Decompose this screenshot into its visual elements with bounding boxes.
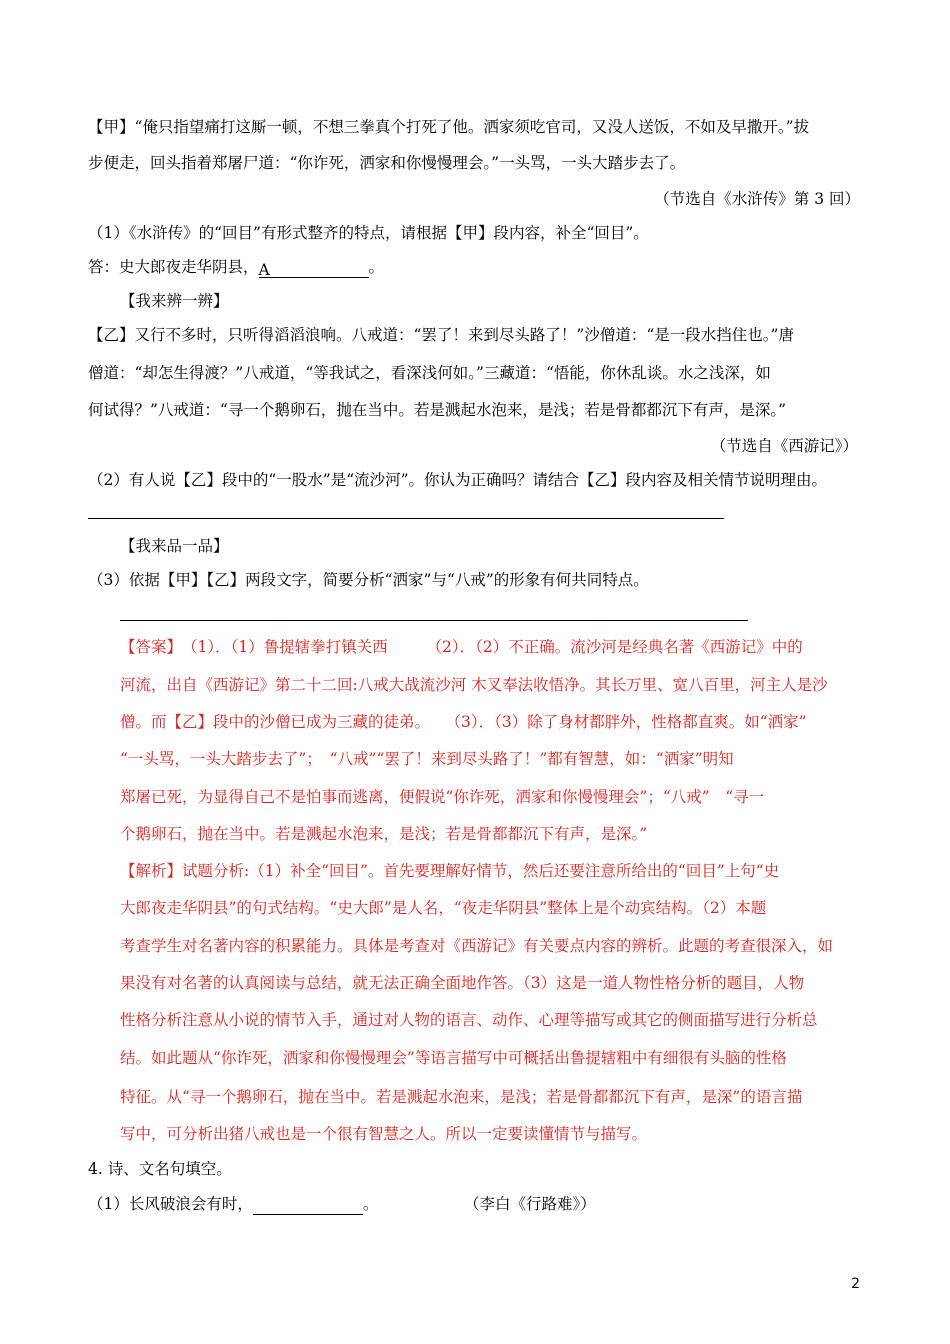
analysis-line-2: 大郎夜走华阴县”的句式结构。“史大郎”是人名，“夜走华阴县”整体上是个动宾结构。（2）本题 [120,899,767,917]
analysis-line-3: 考查学生对名著内容的积累能力。具体是考查对《西游记》有关要点内容的辨析。此题的考查很深入，如 [120,937,834,955]
question-2-answer-line [88,518,724,519]
question-3-prompt: （3）依据【甲】【乙】两段文字，简要分析“洒家”与“八戒”的形象有何共同特点。 [88,571,649,589]
page-number: 2 [851,1276,860,1292]
item-1-blank [253,1196,363,1215]
answer-line-4: “一头骂，一头大踏步去了”； “八戒”“罢了！来到尽头路了！”都有智慧，如：“洒家”明知 [120,750,734,768]
analysis-line-5: 性格分析注意从小说的情节入手，通过对人物的语言、动作、心理等描写或其它的侧面描写进行分析总 [120,1011,818,1029]
passage-yi-source: （节选自《西游记》） [710,437,858,455]
section-title-discern: 【我来辨一辨】 [120,292,229,310]
answer-line-1: 【答案】 （1）．（1）鲁提辖拳打镇关西 （2）．（2）不正确。流沙河是经典名著《西游记》中的 [120,638,803,656]
item-1-prefix: （1）长风破浪会有时， [88,1195,253,1213]
question-1-prompt: （1）《水浒传》的“回目”有形式整齐的特点，请根据【甲】段内容，补全“回目”。 [88,224,649,242]
question-2-prompt: （2）有人说【乙】段中的“一股水”是“流沙河”。你认为正确吗？请结合【乙】段内容及相关情节说明理由。 [88,471,828,489]
passage-yi-line-1: 【乙】又行不多时，只听得滔滔浪响。八戒道：“罢了！来到尽头路了！”沙僧道：“是一段水挡住也。”唐 [88,326,794,344]
analysis-line-6: 结。如此题从“你诈死，洒家和你慢慢理会”等语言描写中可概括出鲁提辖粗中有细很有头脑的性格 [120,1049,787,1067]
answer-blank-label: A [258,261,270,279]
analysis-line-7: 特征。从“寻一个鹅卵石，抛在当中。若是溅起水泡来，是浅；若是骨都都沉下有声，是深”的语言描 [120,1088,803,1106]
analysis-line-1: 【解析】试题分析:（1）补全“回目”。首先要理解好情节，然后还要注意所给出的“回目”上句“史 [120,862,780,880]
question-4-item-1 [88,1193,378,1215]
passage-jia-source: （节选自《水浒传》第 3 回） [654,190,860,208]
answer-line-3: 僧。而【乙】段中的沙僧已成为三藏的徒弟。 （3）．（3）除了身材都胖外，性格都直爽。如“洒家” [120,713,807,731]
question-1-answer [88,256,384,278]
analysis-line-8: 写中，可分析出猪八戒也是一个很有智慧之人。所以一定要读懂情节与描写。 [120,1125,648,1143]
answer-line-2: 河流，出自《西游记》第二十二回:八戒大战流沙河 木叉奉法收悟净。其长万里、宽八百里，河主人是沙 [120,676,828,694]
section-title-appreciate: 【我来品一品】 [120,537,229,555]
answer-line-6: 个鹅卵石，抛在当中。若是溅起水泡来，是浅；若是骨都都沉下有声，是深。” [120,825,648,843]
question-4-title: 4. 诗、文名句填空。 [88,1160,232,1178]
answer-prefix: 答：史大郎夜走华阴县， [88,258,259,276]
passage-jia-line-1: 【甲】“俺只指望痛打这厮一顿，不想三拳真个打死了他。洒家须吃官司，又没人送饭，不如及早撒开。”拔 [88,118,810,136]
answer-line-5: 郑屠已死，为显得自己不是怕事而逃离，便假说“你诈死，洒家和你慢慢理会”；“八戒” “寻一 [120,788,765,806]
passage-yi-line-2: 僧道：“却怎生得渡？”八戒道，“等我试之，看深浅何如。”三藏道：“悟能，你休乱谈。水之浅深，如 [88,364,771,382]
answer-blank [259,259,369,278]
analysis-line-4: 果没有对名著的认真阅读与总结，就无法正确全面地作答。（3）这是一道人物性格分析的题目，人物 [120,974,805,992]
passage-yi-line-3: 何试得？”八戒道：“寻一个鹅卵石，抛在当中。若是溅起水泡来，是浅；若是骨都都沉下有声，是深。” [88,401,787,419]
answer-suffix: 。 [368,258,385,276]
passage-jia-line-2: 步便走，回头指着郑屠尸道：“你诈死，洒家和你慢慢理会。”一头骂，一头大踏步去了。 [88,154,686,172]
question-4-item-1-source: （李白《行路难》） [464,1195,596,1213]
item-1-suffix: 。 [362,1195,379,1213]
question-3-answer-line [120,620,748,621]
